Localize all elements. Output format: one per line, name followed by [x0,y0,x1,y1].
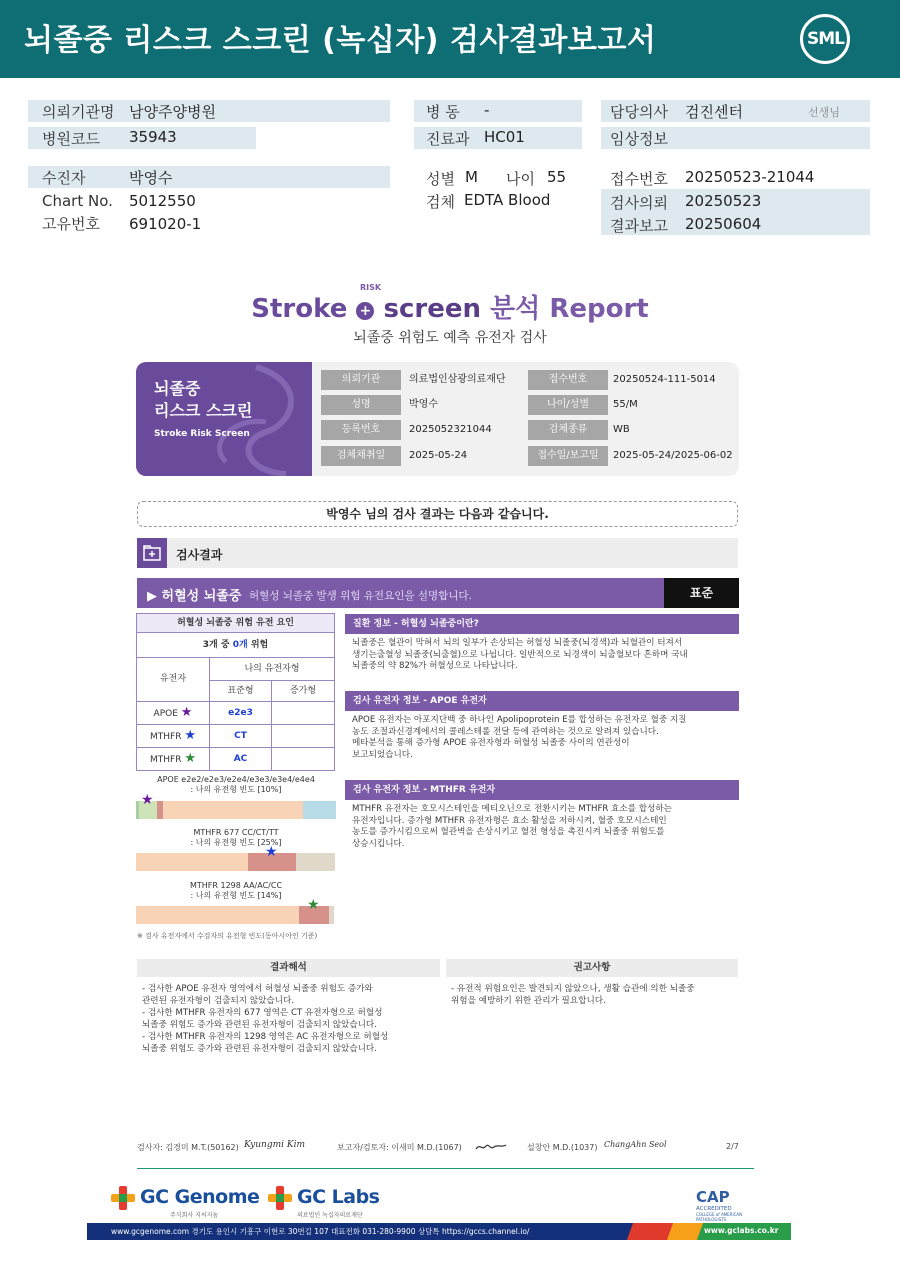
interp-line: - 검사한 APOE 유전자 영역에서 허혈성 뇌졸중 위험도 증가와 [142,984,373,994]
cap-accredited: ACCREDITED [696,1206,732,1212]
recommendation-header: 권고사항 [446,959,738,977]
interp-line: 뇌졸중 위험도 증가와 관련된 유전자형이 검출되지 않았습니다. [142,1020,377,1030]
requested-label: 검사의뢰 [610,194,668,212]
card-label-dates: 접수일/보고일 [528,446,608,466]
report-title: 뇌졸중 리스크 스크린 (녹십자) 검사결과보고서 [24,23,657,58]
card-label-name: 성명 [321,395,401,415]
gc-labs-name: GC Labs [297,1186,380,1208]
report-subtitle: 뇌졸중 위험도 예측 유전자 검사 [353,330,547,346]
ward-label: 병 동 [426,103,460,121]
info-line: 보고되었습니다. [352,749,413,760]
footer-url: www.gclabs.co.kr [704,1226,779,1235]
recommendation-body [451,983,741,1007]
reported-value: 20250604 [685,215,762,233]
specimen-label: 검체 [426,193,455,211]
gene-name: MTHFR [150,732,182,742]
gene-row-2-increased [271,724,335,748]
gc-genome-name: GC Genome [140,1186,260,1208]
freq-marker-mthfr1298-icon: ★ [307,897,320,913]
interp-line: 관련된 유전자형이 검출되지 않았습니다. [142,996,295,1006]
gene-row-1 [136,701,210,725]
chart-label: Chart No. [42,192,113,210]
info-head-mthfr: 검사 유전자 정보 - MTHFR 유전자 [345,780,739,800]
result-headline: 박영수 님의 검사 결과는 다음과 같습니다. [137,501,738,527]
card-label-specimen: 검체종류 [528,420,608,440]
standard-header: 표준형 [209,680,272,702]
info-head-disease: 질환 정보 - 허혈성 뇌졸중이란? [345,614,739,634]
institution-value: 남양주양병원 [129,103,216,121]
freq-caption-line2: : 나의 유전형 빈도 [10%] [190,785,282,794]
star-icon: ★ [180,705,193,720]
card-value-accession: 20250524-111-5014 [613,374,716,385]
card-label-institution: 의뢰기관 [321,370,401,390]
page-number: 2/7 [726,1142,739,1151]
info-line: 생기는출혈성 뇌졸중(뇌출혈)으로 나뉩니다. 일반적으로 뇌경색이 뇌출혈보다 흔하며 국내 [352,649,688,660]
freq-marker-mthfr677-icon: ★ [265,844,278,860]
info-line: 농도 조절과신경계에서의 콜레스테롤 전달 등에 관여하는 것으로 알려져 있습니다. [352,726,659,737]
sex-label: 성별 [426,170,455,188]
hospital-code-label: 병원코드 [42,130,100,148]
gene-col-header: 유전자 [136,657,210,702]
name-value: 박영수 [129,169,173,187]
tester-signature-label: 검사자: 김경미 M.T.(50162) [137,1143,239,1152]
info-line: 상승시킵니다. [352,838,405,849]
card-value-reg-no: 2025052321044 [409,424,492,435]
card-label-collected: 검체채취일 [321,446,401,466]
report-brand-title [0,288,900,325]
brand-suffix: 분석 Report [490,294,649,324]
gene-row-2 [136,724,210,748]
gene-row-3-increased [271,747,335,771]
disease-title: ▶ 허혈성 뇌졸중 [147,589,242,604]
sml-logo-text: SML [807,29,844,49]
card-value-institution: 의료법인삼광의료재단 [409,374,506,385]
interp-line: 뇌졸중 위험도 증가와 관련된 유전자형이 검출되지 않았습니다. [142,1044,377,1054]
institution-label: 의뢰기관명 [42,103,115,121]
card-title-line1: 뇌졸중 [154,379,201,398]
card-value-name: 박영수 [409,399,438,410]
gene-row-3-standard: AC [209,747,272,771]
freq-caption-apoe [136,775,336,795]
freq-bar-apoe [136,801,336,819]
risk-level-badge: 표준 [664,578,739,608]
gc-genome-sub: 주식회사 지씨지놈 [170,1212,219,1219]
dept-value: HC01 [484,128,525,146]
summary-suffix: 위험 [250,640,269,650]
brand-risk-tag: RISK [360,283,382,292]
info-line: 유전자입니다. 증가형 MTHFR 유전자형은 효소 활성을 저하시켜, 혈중 호모시스테인 [352,815,667,826]
reported-label: 결과보고 [610,217,668,235]
info-head-apoe: 검사 유전자 정보 - APOE 유전자 [345,691,739,711]
gene-name: MTHFR [150,755,182,765]
card-title [154,378,252,422]
info-line: MTHFR 유전자는 호모시스테인을 메티오닌으로 전환시키는 MTHFR 효소를 합성하는 [352,804,672,814]
card-label-accession: 접수번호 [528,370,608,390]
freq-caption-mthfr677 [136,828,336,848]
info-body-apoe [352,715,736,761]
increased-header: 증가형 [271,680,335,702]
interp-line: - 검사한 MTHFR 유전자의 1298 영역은 AC 유전자형으로 허혈성 [142,1032,389,1042]
gene-row-2-standard: CT [209,724,272,748]
accession-label: 접수번호 [610,170,668,188]
freq-marker-apoe-icon: ★ [141,792,154,808]
accession-value: 20250523-21044 [685,168,815,186]
my-genotype-header: 나의 유전자형 [209,657,335,681]
info-line: 뇌졸중은 혈관이 막혀서 뇌의 일부가 손상되는 허혈성 뇌졸중(뇌경색)과 뇌혈관이 터져서 [352,638,683,648]
cap-accredited-logo [696,1188,766,1222]
summary-count: 0개 [232,640,248,650]
card-label-reg-no: 등록번호 [321,420,401,440]
dept-label: 진료과 [426,130,470,148]
footer-divider [137,1168,754,1169]
requested-value: 20250523 [685,192,762,210]
gene-name: APOE [153,709,178,719]
tester-signature: Kyungmi Kim [244,1140,305,1150]
card-value-specimen: WB [613,424,630,435]
gc-labs-logo-icon [268,1186,292,1210]
gene-row-1-standard: e2e3 [209,701,272,725]
doctor-suffix: 선생님 [808,106,840,119]
name-label: 수진자 [42,169,86,187]
gene-table-title: 허혈성 뇌졸중 위험 유전 요인 [136,613,335,633]
brand-plus-icon: + [356,302,374,320]
footer-address: www.gcgenome.com 경기도 용인시 기흥구 이현로 30번길 107 대표전화 031-280-9900 상담톡 https://gccs.channel.io/ [111,1227,530,1236]
doctor-label: 담당의사 [610,103,668,121]
recommend-line: 위험을 예방하기 위한 관리가 필요합니다. [451,996,606,1006]
gene-row-3 [136,747,210,771]
specimen-value: EDTA Blood [464,191,551,209]
reporter-signature-label: 보고자/검토자: 이새미 M.D.(1067) [337,1143,462,1152]
cap-org: COLLEGE of AMERICAN PATHOLOGISTS [696,1212,743,1222]
hospital-code-value: 35943 [129,128,177,146]
freq-caption-line1: MTHFR 677 CC/CT/TT [193,828,279,837]
card-value-age-sex: 55/M [613,399,638,410]
doctor-value: 검진센터 [685,103,743,121]
section-title-results: 검사결과 [176,548,223,562]
gc-genome-logo-icon [111,1186,135,1210]
card-value-dates: 2025-05-24/2025-06-02 [613,450,733,461]
folder-plus-icon-svg [137,538,167,568]
summary-prefix: 3개 중 [202,640,230,650]
age-label: 나이 [506,170,535,188]
card-title-en: Stroke Risk Screen [154,429,250,439]
freq-caption-line1: APOE e2e2/e2e3/e2e4/e3e3/e3e4/e4e4 [157,775,315,784]
doctor-signature: ChangAhn Seol [604,1140,667,1149]
star-icon: ★ [184,728,196,743]
brand-stroke: Stroke [251,294,348,324]
freq-bar-mthfr677 [136,853,335,871]
card-value-collected: 2025-05-24 [409,450,468,461]
sml-logo [800,14,850,64]
freq-caption-line1: MTHFR 1298 AA/AC/CC [189,881,283,890]
uid-value: 691020-1 [129,215,202,233]
info-body-disease [352,638,736,673]
interpretation-body [142,983,442,1055]
gc-labs-sub: 의료법인 녹십자의료재단 [297,1212,363,1219]
section-bar-results [137,538,738,568]
recommend-line: - 유전적 위험요인은 발견되지 않았으나, 생활 습관에 의한 뇌졸중 [451,984,695,994]
freq-caption-line2: : 나의 유전형 빈도 [14%] [190,891,282,900]
freq-caption-mthfr1298 [136,881,336,901]
folder-plus-icon [137,538,167,568]
freq-caption-line2: : 나의 유전형 빈도 [25%] [190,838,282,847]
freq-footnote: ※ 검사 유전자에서 수검자의 유전형 빈도(동아시아인 기준) [137,932,318,940]
info-line: 메타분석을 통해 증가형 APOE 유전자형과 허혈성 뇌졸중 사이의 연관성이 [352,738,630,748]
doctor-signature-label: 설창안 M.D.(1037) [527,1143,598,1152]
star-icon: ★ [184,751,196,766]
info-body-mthfr [352,804,736,850]
age-value: 55 [547,168,567,186]
interpretation-header: 결과해석 [137,959,440,977]
reporter-signature [474,1141,508,1153]
chart-value: 5012550 [129,192,196,210]
card-title-line2: 리스크 스크린 [154,401,253,420]
card-brand-panel [136,362,312,476]
gene-row-1-increased [271,701,335,725]
uid-label: 고유번호 [42,215,100,233]
disease-desc: 허혈성 뇌졸중 발생 위험 유전요인을 설명합니다. [249,590,472,602]
cap-text: CAP [696,1188,730,1206]
clinical-label: 임상정보 [610,130,668,148]
card-label-age-sex: 나이/성별 [528,395,608,415]
brand-screen: screen [383,294,481,324]
sex-value: M [465,168,478,186]
info-line: APOE 유전자는 아포지단백 중 하나인 Apolipoprotein E를 합성하는 유전자로 혈중 지질 [352,715,687,725]
info-line: 뇌졸중의 약 82%가 허혈성으로 나타납니다. [352,661,518,671]
interp-line: - 검사한 MTHFR 유전자의 677 영역은 CT 유전자형으로 허혈성 [142,1008,383,1018]
freq-bar-mthfr1298 [136,906,334,924]
gene-table-summary [136,632,335,658]
info-line: 농도를 증가시킴으로써 혈관벽을 손상시키고 혈전 형성을 촉진시켜 뇌졸중 위험도를 [352,827,665,837]
ward-value: - [484,101,490,119]
